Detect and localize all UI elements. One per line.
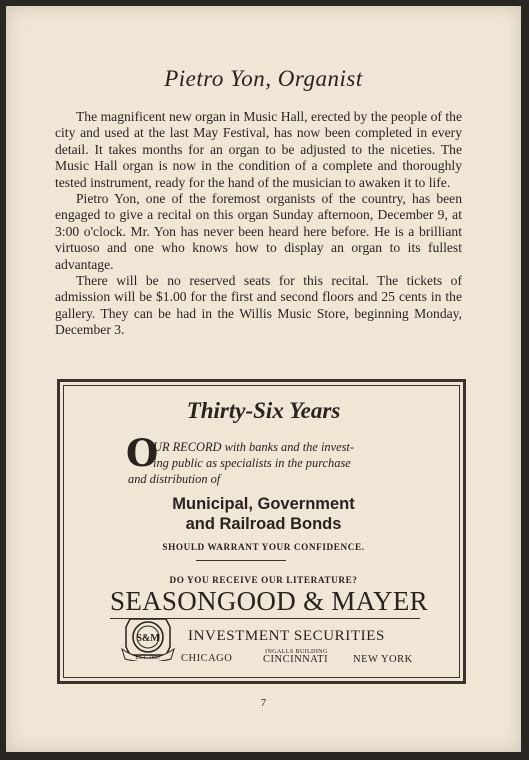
paragraph-recital: Pietro Yon, one of the foremost organists of the country, has been engaged to give a recital on this organ Sunday afternoon, December 9, at 3:00 o'clock. Mr. Yon has never been heard here before. He is a brilliant virtuoso and one who knows how to display an organ to its fullest advantage. [55, 191, 462, 272]
paragraph-organ: The magnificent new organ in Music Hall, erected by the people of the city and used at the last May Festival, has now been completed in every detail. It takes months for an organ to be adjusted to the niceties. The Music Hall organ is now in the condition of a complete and thoroughly tested instrument, ready for the hand of the musician to awaken it to life. [55, 109, 462, 190]
seal-monogram: S&M [136, 633, 160, 644]
firm-name: SEASONGOOD & MAYER [110, 586, 428, 616]
ad-divider [196, 560, 286, 561]
ad-bonds-line-2: and Railroad Bonds [185, 515, 342, 533]
investment-securities-label: INVESTMENT SECURITIES [188, 628, 385, 644]
ad-warrant-line: SHOULD WARRANT YOUR CONFIDENCE. [162, 542, 365, 552]
ad-bonds-line-1: Municipal, Government [172, 495, 355, 513]
article-body [55, 109, 462, 339]
ingalls-building-label: INGALLS BUILDING [265, 648, 328, 655]
seal-est: EST. 1887 [135, 655, 161, 661]
ad-dropcap: O [126, 431, 159, 475]
city-new-york: NEW YORK [353, 654, 413, 665]
document-page [6, 6, 521, 752]
paragraph-tickets: There will be no reserved seats for this recital. The tickets of admission will be $1.00 for the first and second floors and 25 cents in the gallery. They can be had in the Willis Music Store, beginning Monday, December 3. [55, 273, 462, 338]
ad-record-line-3: and distribution of [128, 472, 221, 486]
ad-record-line-2: ing public as specialists in the purchase [153, 456, 351, 470]
city-chicago: CHICAGO [181, 653, 233, 664]
ad-record-line-1: UR RECORD with banks and the invest- [153, 440, 354, 454]
ad-literature-line: DO YOU RECEIVE OUR LITERATURE? [169, 575, 358, 585]
city-cincinnati: CINCINNATI [263, 654, 329, 665]
ad-headline: Thirty-Six Years [186, 398, 341, 423]
firm-seal-icon [121, 617, 175, 661]
article-title: Pietro Yon, Organist [164, 66, 363, 91]
page-number: 7 [260, 697, 267, 709]
